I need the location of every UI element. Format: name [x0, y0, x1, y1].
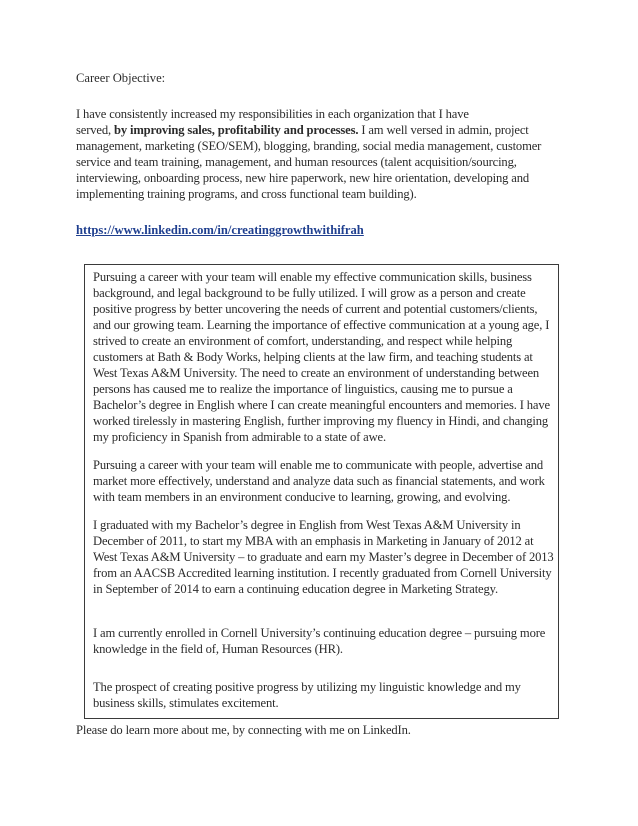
intro-line-suffix: I am well versed in admin, project [358, 123, 529, 137]
intro-line: management, marketing (SEO/SEM), blogging, branding, social media management, customer [76, 139, 542, 153]
intro-line-prefix: served, [76, 123, 114, 137]
paragraph-line: worked tirelessly in mastering English, further improving my fluency in Hindi, and changing [93, 414, 549, 428]
paragraph-line: persons has caused me to realize the importance of linguistics, causing me to pursue a [93, 382, 513, 396]
paragraph-line: December of 2011, to start my MBA with an emphasis in Marketing in January of 2012 at [93, 534, 534, 548]
paragraph-line: and our growing team. Learning the importance of effective communication at a young age, I [93, 318, 550, 332]
paragraph-education [93, 517, 553, 597]
bordered-text-box [84, 264, 559, 719]
intro-line: interviewing, onboarding process, new hire paperwork, new hire orientation, developing and [76, 171, 530, 185]
paragraph-marketing-skills [93, 457, 553, 505]
intro-line: implementing training programs, and cross functional team building). [76, 187, 417, 201]
paragraph-line: knowledge in the field of, Human Resources (HR). [93, 642, 343, 656]
intro-line: I have consistently increased my responsibilities in each organization that I have [76, 107, 469, 121]
paragraph-line: my proficiency in Spanish from admirable to a state of awe. [93, 430, 386, 444]
career-objective-heading: Career Objective: [76, 71, 166, 85]
paragraph-line: West Texas A&M University – to graduate and earn my Master’s degree in December of 2013 [93, 550, 554, 564]
paragraph-line: with team members in an environment conducive to learning, growing, and evolving. [93, 490, 511, 504]
paragraph-current-enrollment [93, 625, 553, 657]
intro-paragraph [76, 106, 558, 202]
paragraph-line: Pursuing a career with your team will enable my effective communication skills, business [93, 270, 532, 284]
paragraph-line: background, and legal background to be fully utilized. I will grow as a person and create [93, 286, 526, 300]
paragraph-line: in September of 2014 to earn a continuing education degree in Marketing Strategy. [93, 582, 498, 596]
paragraph-line: strived to create an environment of comfort, understanding, and respect while helping [93, 334, 513, 348]
paragraph-line: business skills, stimulates excitement. [93, 696, 279, 710]
paragraph-line: Pursuing a career with your team will enable me to communicate with people, advertise and [93, 458, 544, 472]
intro-line-with-bold [76, 122, 558, 138]
paragraph-line: I am currently enrolled in Cornell University’s continuing education degree – pursuing more [93, 626, 546, 640]
paragraph-line: market more effectively, understand and analyze data such as financial statements, and work [93, 474, 545, 488]
paragraph-line: customers at Bath & Body Works, helping clients at the law firm, and teaching students at [93, 350, 533, 364]
paragraph-line: Bachelor’s degree in English where I can create meaningful encounters and memories. I have [93, 398, 550, 412]
paragraph-line: West Texas A&M University. The need to create an environment of understanding between [93, 366, 540, 380]
paragraph-line: The prospect of creating positive progress by utilizing my linguistic knowledge and my [93, 680, 521, 694]
paragraph-career-communication [93, 269, 553, 445]
paragraph-line: positive progress by better uncovering the needs of current and potential customers/clients, [93, 302, 538, 316]
intro-bold-phrase: by improving sales, profitability and processes. [113, 123, 359, 137]
linkedin-link[interactable]: https://www.linkedin.com/in/creatinggrowthwithifrah [76, 223, 364, 237]
paragraph-prospect [93, 679, 553, 711]
intro-line: service and team training, management, and human resources (talent acquisition/sourcing, [76, 155, 517, 169]
paragraph-line: I graduated with my Bachelor’s degree in English from West Texas A&M University in [93, 518, 521, 532]
closing-line: Please do learn more about me, by connecting with me on LinkedIn. [76, 723, 411, 737]
paragraph-line: from an AACSB Accredited learning institution. I recently graduated from Cornell University [93, 566, 552, 580]
